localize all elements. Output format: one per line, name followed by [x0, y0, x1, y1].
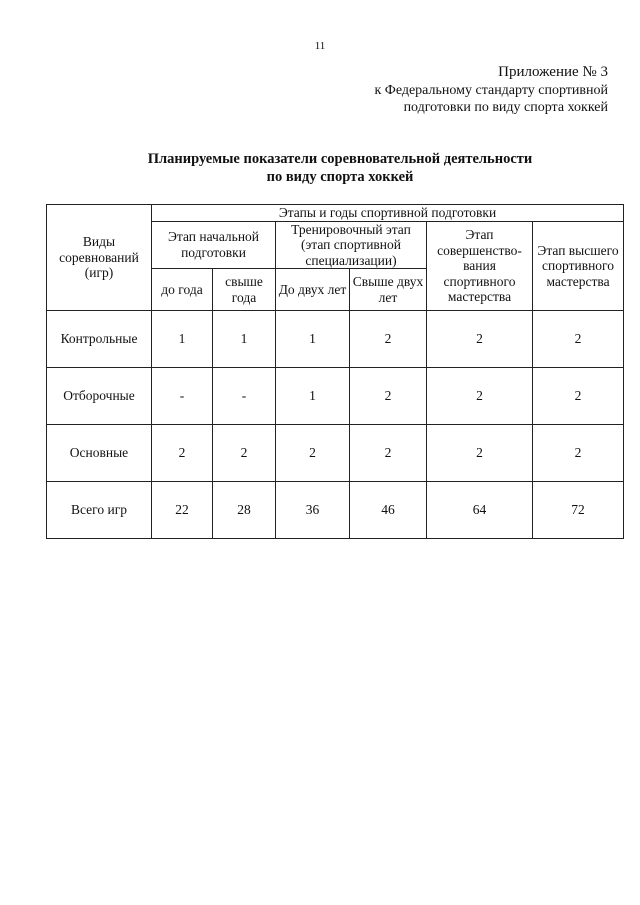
table-cell: -: [213, 368, 276, 425]
table-cell: 2: [350, 425, 427, 482]
table-cell: 1: [213, 311, 276, 368]
page-number: 11: [314, 40, 326, 52]
table-cell: 1: [152, 311, 213, 368]
header-stage-training: Тренировочный этап (этап спортивной специализации): [276, 221, 427, 269]
header-stage-higher: Этап высшего спортивного мастерства: [533, 221, 624, 311]
table-cell: 2: [152, 425, 213, 482]
header-training-over-two: Свыше двух лет: [350, 269, 427, 311]
table-cell: 2: [533, 425, 624, 482]
table-row-total: [47, 482, 624, 539]
header-initial-over-year: свыше года: [213, 269, 276, 311]
table-cell: 1: [276, 368, 350, 425]
row-label: Контрольные: [47, 311, 152, 368]
table-cell: 2: [350, 368, 427, 425]
header-training-stages: Этапы и годы спортивной подготовки: [152, 205, 624, 222]
table-cell: 2: [533, 311, 624, 368]
table-row: [47, 311, 624, 368]
row-label: Основные: [47, 425, 152, 482]
header-stage-initial: Этап начальной подготовки: [152, 221, 276, 269]
table-cell: 2: [276, 425, 350, 482]
appendix-number: Приложение № 3: [498, 64, 608, 80]
title-line-1: Планируемые показатели соревновательной деятельности: [147, 151, 533, 167]
table-cell: 36: [276, 482, 350, 539]
header-competition-kinds: Виды соревнований (игр): [47, 205, 152, 311]
table-row: [47, 368, 624, 425]
document-title: [0, 150, 640, 186]
table-cell: 46: [350, 482, 427, 539]
table-cell: 22: [152, 482, 213, 539]
table-cell: 2: [427, 368, 533, 425]
table-cell: 2: [213, 425, 276, 482]
appendix-block: [374, 64, 608, 117]
table-row: [47, 425, 624, 482]
header-initial-up-to-year: до года: [152, 269, 213, 311]
table-cell: 2: [533, 368, 624, 425]
table-cell: 28: [213, 482, 276, 539]
table-cell: 64: [427, 482, 533, 539]
table-cell: 1: [276, 311, 350, 368]
table-cell: 2: [350, 311, 427, 368]
row-label: Всего игр: [47, 482, 152, 539]
header-row-1: [47, 205, 624, 222]
row-label: Отборочные: [47, 368, 152, 425]
table-cell: 72: [533, 482, 624, 539]
title-line-2: по виду спорта хоккей: [266, 169, 414, 185]
appendix-reference-line-1: к Федеральному стандарту спортивной: [374, 82, 608, 98]
header-stage-improvement: Этап совершенство-вания спортивного мастерства: [427, 221, 533, 311]
competition-indicators-table: [46, 204, 624, 539]
table-cell: 2: [427, 425, 533, 482]
header-training-up-to-two: До двух лет: [276, 269, 350, 311]
appendix-reference-line-2: подготовки по виду спорта хоккей: [403, 100, 608, 115]
table-cell: -: [152, 368, 213, 425]
table-cell: 2: [427, 311, 533, 368]
